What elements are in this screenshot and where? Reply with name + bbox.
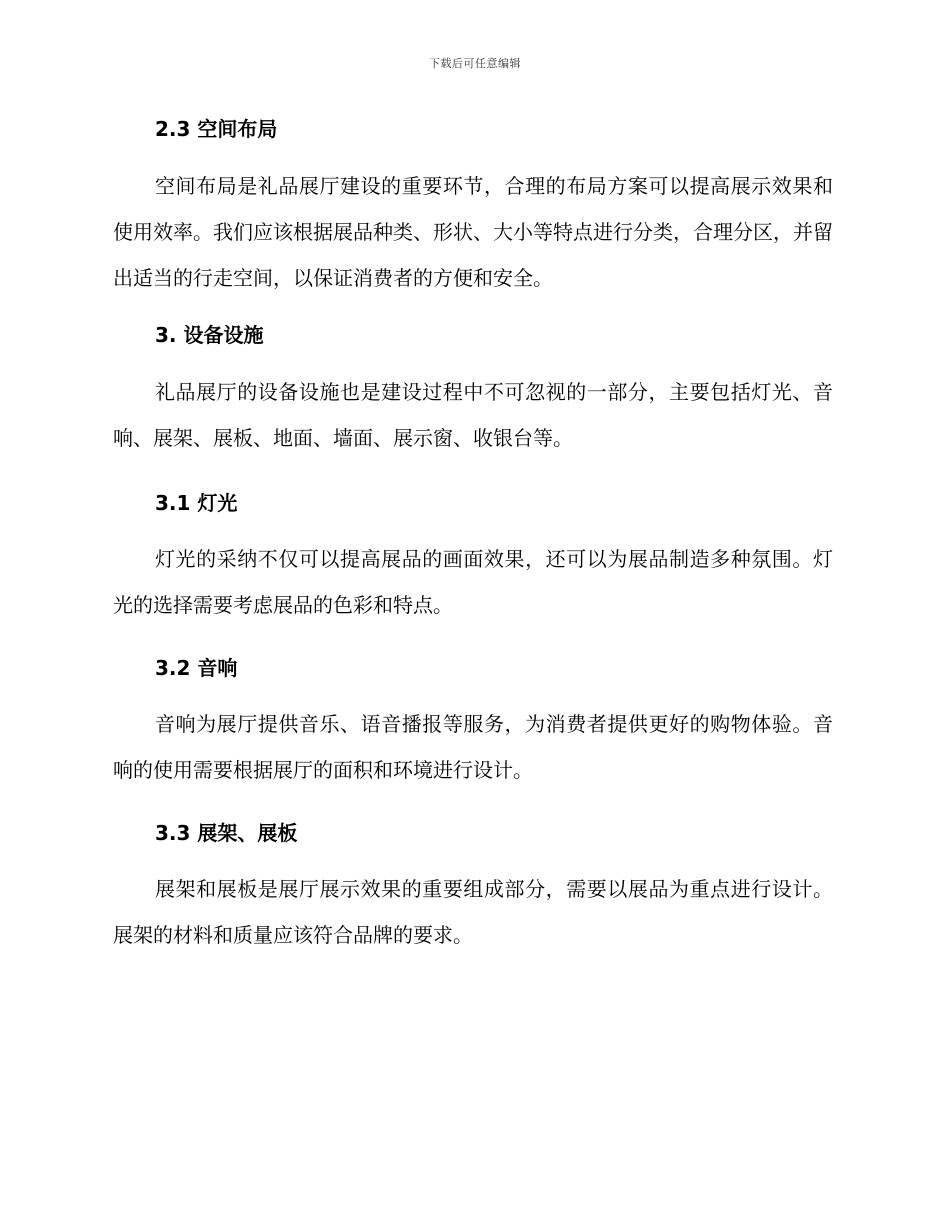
section-heading-2-3: 2.3 空间布局	[155, 117, 278, 141]
section-paragraph-3: 礼品展厅的设备设施也是建设过程中不可忽视的一部分，主要包括灯光、音响、展架、展板、地面、墙面、展示窗、收银台等。	[113, 380, 833, 450]
document-body	[113, 112, 833, 958]
section-paragraph-3-3: 展架和展板是展厅展示效果的重要组成部分，需要以展品为重点进行设计。展架的材料和质量应该符合品牌的要求。	[113, 877, 833, 947]
section-heading-3: 3. 设备设施	[155, 323, 264, 347]
section-heading-3-1: 3.1 灯光	[155, 491, 238, 515]
section-paragraph-3-2: 音响为展厅提供音乐、语音播报等服务，为消费者提供更好的购物体验。音响的使用需要根据展厅的面积和环境进行设计。	[113, 712, 833, 782]
section-heading-3-3: 3.3 展架、展板	[155, 821, 298, 845]
header-note: 下载后可任意编辑	[429, 57, 521, 70]
section-heading-3-2: 3.2 音响	[155, 656, 238, 680]
section-paragraph-3-1: 灯光的采纳不仅可以提高展品的画面效果，还可以为展品制造多种氛围。灯光的选择需要考虑展品的色彩和特点。	[113, 547, 833, 617]
section-paragraph-2-3: 空间布局是礼品展厅建设的重要环节，合理的布局方案可以提高展示效果和使用效率。我们应该根据展品种类、形状、大小等特点进行分类，合理分区，并留出适当的行走空间，以保证消费者的方便和安全。	[113, 174, 833, 290]
